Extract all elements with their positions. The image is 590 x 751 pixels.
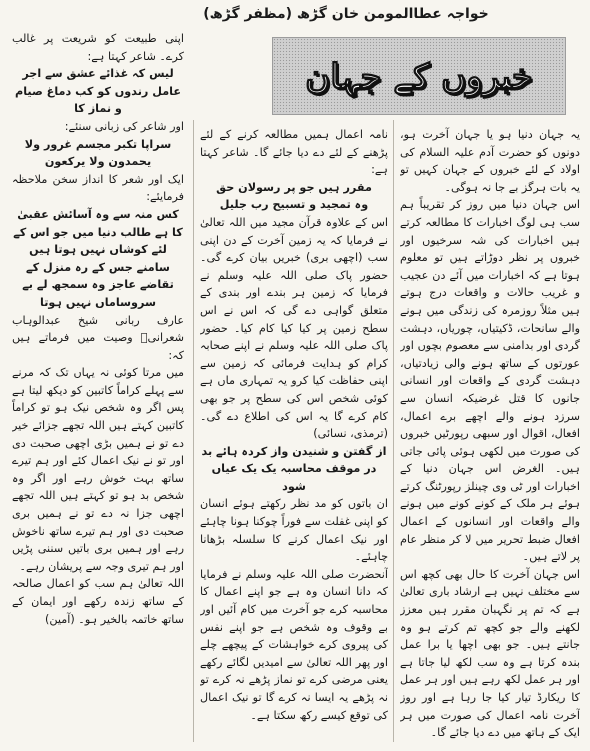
paragraph: اور شاعر کی زبانی سنئے: (64, 119, 184, 133)
paragraph: نامہ اعمال ہمیں مطالعہ کرنے کے لئے پڑھنے کے لئے دے دیا جائے گا۔ شاعر کہتا ہے: (200, 128, 388, 177)
paragraph: اس جہان دنیا میں روز کر تقریباً ہم سب ہی لوگ اخبارات کا مطالعہ کرتے ہیں اخبارات کی شہ سرخیوں اور خبروں پر نظر دوڑاتے ہیں تو معلوم ہوتا ہے کہ اخبارات میں آئے دن عجیب و غریب حالات و واقعات درج ہوتے ہیں مثلاً روزمرہ کی زندگی میں ہونے والے سانحات، ڈکیتیاں، چوریاں، دہشت گردی اور بدامنی سے معصوم بچوں اور عورتوں کے ساتھ ہونے والی زیادتیاں، دہشت گردی کے واقعات اور انسانی جانوں کا قتل غرضیکہ انسان سے سرزد ہونے والے اچھے برے اعمال، افعال، اقوال اور سبھی رپورٹیں خبروں کی صورت میں لکھی ہوئی پائی جاتی ہیں۔ الغرض اس جہان دنیا کے اخبارات اور ٹی وی چینلز رپورٹنگ کرتے ہوئے ہر ملک کے کونے کونے میں ہونے والے واقعات اور انسانوں کے اعمال افعال ضبط تحریر میں لا کر منظر عام پر لاتے ہیں۔ (400, 198, 580, 564)
column-divider (193, 120, 194, 742)
column-divider (393, 120, 394, 742)
right-column (400, 126, 580, 741)
left-column (12, 30, 184, 743)
verse-line: مقرر ہیں جو پر رسولان حق (216, 180, 372, 194)
paragraph: ان باتوں کو مد نظر رکھتے ہوئے انسان کو اپنی غفلت سے فوراً چوکنا ہونا چاہئے اور نیک اعمال کرنے کا سلسلہ بڑھانا چاہئے۔ (200, 497, 388, 564)
paragraph: آنحضرت صلی اللہ علیہ وسلم نے فرمایا کہ دانا انسان وہ ہے جو اپنے اعمال کا محاسبہ کرے جو آخرت میں کام آئیں اور بے وقوف وہ شخص ہے جو اپنے نفس کی پیروی کرے خواہشات کے پیچھے چلے اور پھر اللہ تعالیٰ سے امیدیں لگائے رکھے یعنی مرضی کرے تو نماز پڑھے نہ کرے تو نہ پڑھے یہ ایسا نہ کرے گا تو نیک اعمال کی توقع کیسے رکھ سکتا ہے۔ (200, 567, 388, 722)
paragraph: یہ جہان دنیا ہو یا جہان آخرت ہو، دونوں کو حضرت آدم علیہ السلام کی اولاد کے لئے خبروں کے جہان کہیں تو یہ بات ہرگز بے جا نہ ہوگی۔ (400, 128, 580, 194)
verse-line: از گفتن و شنیدن واز کردہ ہائے بد (201, 444, 387, 458)
paragraph: اللہ تعالیٰ ہم سب کو اعمال صالحہ کے ساتھ زندہ رکھے اور ایمان کے ساتھ خاتمہ بالخیر ہو۔ (آمین) (12, 577, 184, 626)
article-title: خبروں کے جہان (305, 56, 533, 97)
paragraph: عارف ربانی شیخ عبدالوہاب شعرانیؒ وصیت میں فرماتے ہیں کہ: (12, 313, 184, 362)
verse-line: کس منہ سے وہ آسائش عقبیٰ کا ہے طالب دنیا میں جو اس کے لئے کوشاں نہیں ہوتا ہیں سامنے جس کے رہ منزل کے تقاضے عاجز وہ سمجھ لے بے سروساماں نہیں ہوتا (13, 207, 183, 309)
verse-line: لیس کہ غذائے عشق سے اجر عامل رندوں کو کب دماغ صیام و نماز کا (15, 67, 181, 116)
title-banner (272, 37, 566, 115)
verse-line: در موقف محاسبہ یک یک عیاں شود (211, 462, 377, 493)
paragraph: اس جہان آخرت کا حال بھی کچھ اس سے مختلف نہیں ہے ارشاد باری تعالیٰ ہے کہ تم پر نگہبان مقرر ہیں معزز لکھنے والے جو کچھ تم کرتے ہو وہ جانتے ہیں۔ جو بھی اچھا یا برا عمل بندہ کرتا ہے وہ سب لکھ لیا جاتا ہے اور ہر عمل لکھ رہے ہیں اور ہر عمل کا ریکارڈ تیار کیا جا رہا ہے اور روز آخرت نامہ اعمال کی صورت میں ہر ایک کے ہاتھ میں دے دیا جائے گا۔ (400, 567, 580, 740)
paragraph: اپنی طبیعت کو شریعت پر غالب کرے۔ شاعر کہتا ہے: (12, 32, 184, 63)
paragraph: ایک اور شعر کا انداز سخن ملاحظہ فرمایئے: (12, 172, 184, 204)
verse-line: سراپا تکبر مجسم غرور ولا یحمدون ولا یرکعون (24, 137, 172, 169)
paragraph: اس کے علاوہ قرآن مجید میں اللہ تعالیٰ نے فرمایا کہ یہ زمین آخرت کے دن اپنی سب (اچھی بری) خبریں بیان کرے گی۔ حضور پاک صلی اللہ علیہ وسلم نے فرمایا کہ زمین ہر بندے اور بندی کے متعلق گواہی دے گی کہ اس نے اس سطح زمین پر کیا کیا کام کیا۔ حضور پاک صلی اللہ علیہ وسلم نے اپنے صحابہ کرام کو ہدایت فرمائی کہ زمین سے اپنی حفاظت کیا کرو یہ تمہاری ماں ہے کوئی شخص اس کی سطح پر جو بھی کام کرے گا یہ اس کی اطلاع دے گی۔ (ترمذی، نسائی) (200, 215, 388, 441)
verse-line: وہ تمجید و تسبیح رب جلیل (219, 198, 369, 212)
author-byline: خواجہ عطاالمومن خان گڑھ (مظفر گڑھ) (203, 6, 489, 22)
paragraph: میں مرتا کوئی نہ یہاں تک کہ مرنے سے پہلے کراماً کاتبین کو دیکھ لیتا ہے پس اگر وہ شخص نیک ہو تو کراماً کاتبین کہتے ہیں اللہ تجھے جزائے خیر دے تو نے ہمیں بڑی اچھی صحبت دی اور تو نے نیک اعمال کئے اور ہم تیرے ساتھ بہت خوش رہے اور اگر وہ شخص بد ہو تو کہتے ہیں اللہ تجھے اچھی جزا نہ دے تو نے ہمیں بری صحبت دی اور ہم تیرے ساتھ ناخوش رہے اور ہمیں بری باتیں سننی پڑیں اور ہم تیری وجہ سے پریشان رہے۔ (12, 366, 184, 573)
middle-column (200, 126, 388, 741)
